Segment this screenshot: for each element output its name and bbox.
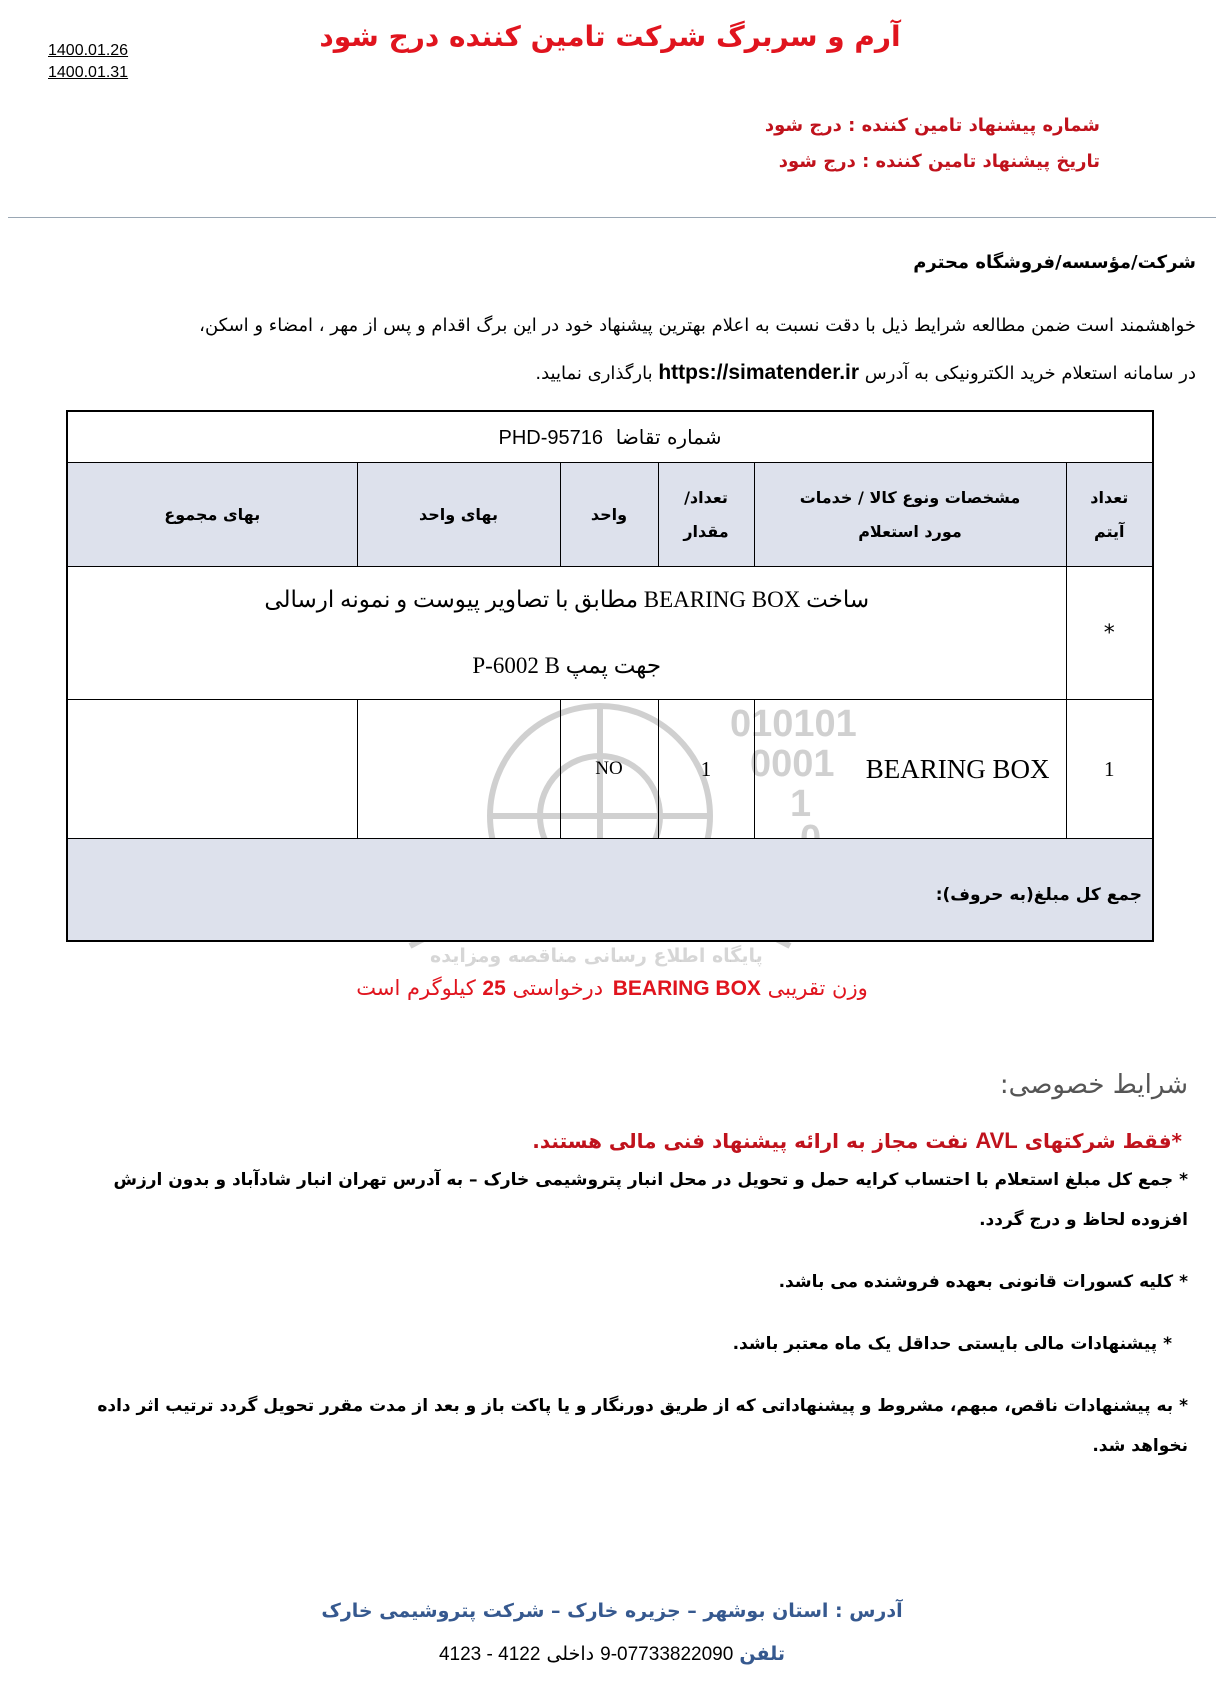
header-quantity: تعداد/ مقدار	[658, 463, 754, 567]
extension-numbers: 4122 - 4123	[438, 1644, 541, 1665]
weight-note-middle: درخواستی	[512, 976, 604, 1000]
term-item: * پیشنهادات مالی بایستی حداقل یک ماه معتبر باشد.	[732, 1334, 1172, 1354]
svg-text:1: 1	[790, 783, 812, 825]
description-line-2: جهت پمپ P-6002 B	[472, 653, 662, 678]
avl-term	[58, 1128, 1188, 1154]
header-item-count: تعداد آیتم	[1066, 463, 1153, 567]
tender-url-link[interactable]: https://simatender.ir	[658, 361, 860, 384]
request-number-code: PHD-95716	[498, 426, 604, 449]
header-unit: واحد	[560, 463, 658, 567]
intro-line-2-before: در سامانه استعلام خرید الکترونیکی به آدرس	[864, 363, 1196, 384]
phone-label: تلفن	[739, 1643, 786, 1665]
letterhead-placeholder-title	[0, 20, 1224, 53]
item-name: BEARING BOX	[754, 700, 1066, 839]
special-terms-list	[58, 1128, 1188, 1466]
weight-note-before: وزن تقریبی	[767, 976, 868, 1000]
description-cell	[67, 567, 1066, 700]
special-terms-title: شرایط خصوصی:	[999, 1070, 1188, 1100]
total-row	[67, 839, 1153, 942]
supplier-proposal-info	[765, 108, 1100, 180]
item-unit: NO	[560, 700, 658, 839]
avl-term-after: نفت مجاز به ارائه پیشنهاد فنی مالی هستند.	[532, 1129, 969, 1153]
weight-note-value: 25	[482, 977, 506, 1000]
term-item: * کلیه کسورات قانونی بعهده فروشنده می باشد.	[778, 1272, 1188, 1292]
weight-note-item: BEARING BOX	[612, 977, 761, 1000]
avl-term-mark: AVL	[975, 1128, 1018, 1153]
date-2: 1400.01.31	[48, 64, 129, 81]
intro-line-2	[21, 349, 1196, 397]
table-row	[67, 700, 1153, 839]
weight-note-after: کیلوگرم است	[356, 976, 476, 1000]
svg-text:0001: 0001	[750, 743, 835, 785]
table-header-row	[67, 463, 1153, 567]
footer-phone	[0, 1643, 1224, 1666]
description-text	[68, 567, 1066, 699]
term-item: * به پیشنهادات ناقص، مبهم، مشروط و پیشنهاداتی که از طریق دورنگار و یا پاکت باز و بعد از مدت مقرر تحویل گردد ترتیب اثر داده نخواهد شد.	[97, 1396, 1188, 1456]
avl-term-before: *فقط شرکتهای	[1024, 1129, 1182, 1153]
description-marker: *	[1066, 567, 1153, 700]
item-total-price-field[interactable]	[67, 700, 357, 839]
item-unit-price-field[interactable]	[357, 700, 560, 839]
description-line-1: ساخت BEARING BOX مطابق با تصاویر پیوست و نمونه ارسالی	[264, 587, 870, 612]
rfq-table	[66, 410, 1154, 942]
header-divider	[8, 217, 1216, 218]
request-number-cell	[67, 411, 1153, 463]
header-unit-price: بهای واحد	[357, 463, 560, 567]
intro-paragraph	[21, 302, 1196, 397]
header-total-price: بهای مجموع	[67, 463, 357, 567]
header-description: مشخصات ونوع کالا / خدمات مورد استعلام	[754, 463, 1066, 567]
extension-label: داخلی	[546, 1643, 595, 1665]
phone-number: 07733822090-9	[600, 1644, 734, 1665]
supplier-proposal-date: تاریخ پیشنهاد تامین کننده : درج شود	[778, 151, 1100, 172]
description-row	[67, 567, 1153, 700]
item-quantity: 1	[658, 700, 754, 839]
item-index: 1	[1066, 700, 1153, 839]
salutation: شرکت/مؤسسه/فروشگاه محترم	[913, 252, 1196, 273]
intro-line-2-after: بارگذاری نمایید.	[535, 363, 653, 384]
watermark-subtitle-2: پایگاه اطلاع رسانی مناقصه ومزایده	[430, 945, 763, 967]
term-item: * جمع کل مبلغ استعلام با احتساب کرایه حمل و تحویل در محل انبار پتروشیمی خارک – به آدرس تهران انبار شادآباد و بدون ارزش افزوده لحاظ و درج گردد.	[113, 1170, 1188, 1230]
total-amount-cell[interactable]	[67, 839, 1153, 942]
intro-line-1: خواهشمند است ضمن مطالعه شرایط ذیل با دقت نسبت به اعلام بهترین پیشنهاد خود در این برگ اقدام و پس از مهر ، امضاء و اسکن،	[199, 315, 1196, 336]
letterhead-title-text: آرم و سربرگ شرکت تامین کننده درج شود	[319, 20, 901, 53]
total-amount-label: جمع کل مبلغ(به حروف):	[935, 884, 1142, 905]
weight-note	[0, 976, 1224, 1001]
svg-text:010101: 010101	[730, 703, 857, 745]
supplier-proposal-number: شماره پیشنهاد تامین کننده : درج شود	[764, 115, 1100, 136]
footer-address: آدرس : استان بوشهر – جزیره خارک – شرکت پتروشیمی خارک	[321, 1600, 903, 1622]
date-1: 1400.01.26	[48, 42, 129, 59]
request-number-label: شماره تقاضا	[615, 424, 722, 449]
